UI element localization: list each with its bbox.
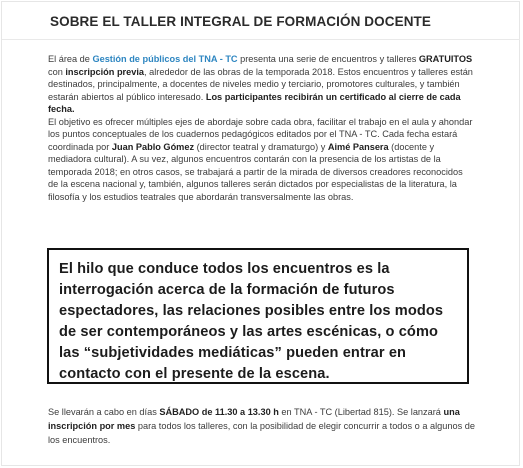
quote-text: El hilo que conduce todos los encuentros es la interrogación acerca de la formación de futuros espectadores, las relaciones posibles entre los modos de ser contemporáneos y las artes escénicas, o cómo las “subjetividades mediáticas” pueden entrar en contacto con el presente de la escena. [59,261,444,382]
intro-text: presenta una serie de encuentros y talleres [237,54,419,64]
footer-text: Se llevarán a cabo en días [48,407,160,417]
intro-text: (director teatral y dramaturgo) y [194,141,328,152]
intro-bold: inscripción previa [65,66,145,77]
intro-bold: GRATUITOS [418,54,473,64]
gestion-publicos-link[interactable]: Gestión de públicos del TNA - TC [92,54,238,64]
quote-box [47,248,469,384]
intro-text: (docente y mediadora cultural). A su vez, algunos encuentros contarán con la presencia de los artistas de la temporada 2018; en otros casos, se trabajará a partir de la mirada de diversos creadores reconocidos de la escena nacional y, también, algunos talleres serán dictados por especialistas de la literatura, la filosofía y los estudios teatrales que abordarán transversalmente las obras. [48,141,463,202]
intro-section [48,53,474,203]
page-title: SOBRE EL TALLER INTEGRAL DE FORMACIÓN DOCENTE [50,14,432,29]
header-band [2,2,520,40]
footer-bold: SÁBADO de 11.30 a 13.30 h [159,407,279,417]
coordinator-name: Juan Pablo Gómez [111,141,195,152]
schedule-paragraph [48,405,478,447]
intro-text: , alrededor de las obras de la temporada 2018. Estos encuentros y talleres están destinados, principalmente, a docentes de niveles medio y terciario, promotores culturales, y también estarán abiertos al público interesado. [48,66,473,102]
intro-text: El área de [48,54,93,64]
intro-paragraph-1 [48,53,474,116]
intro-bold: Los participantes recibirán un certificado al cierre de cada fecha. [48,91,461,114]
intro-text: El objetivo es ofrecer múltiples ejes de abordaje sobre cada obra, facilitar el trabajo en el aula y ahondar los puntos conceptuales de los cuadernos pedagógicos editados por el TNA - TC. Cada fecha estará coordinada por [48,116,473,152]
footer-text: para todos los talleres, con la posibilidad de elegir concurrir a todos o a algunos de los encuentros. [48,421,475,445]
coordinator-name: Aimé Pansera [327,141,389,152]
intro-paragraph-2 [48,116,474,204]
footer-text: en TNA - TC (Libertad 815). Se lanzará [278,407,444,417]
intro-text: con [48,66,66,77]
footer-bold: una inscripción por mes [48,407,460,431]
